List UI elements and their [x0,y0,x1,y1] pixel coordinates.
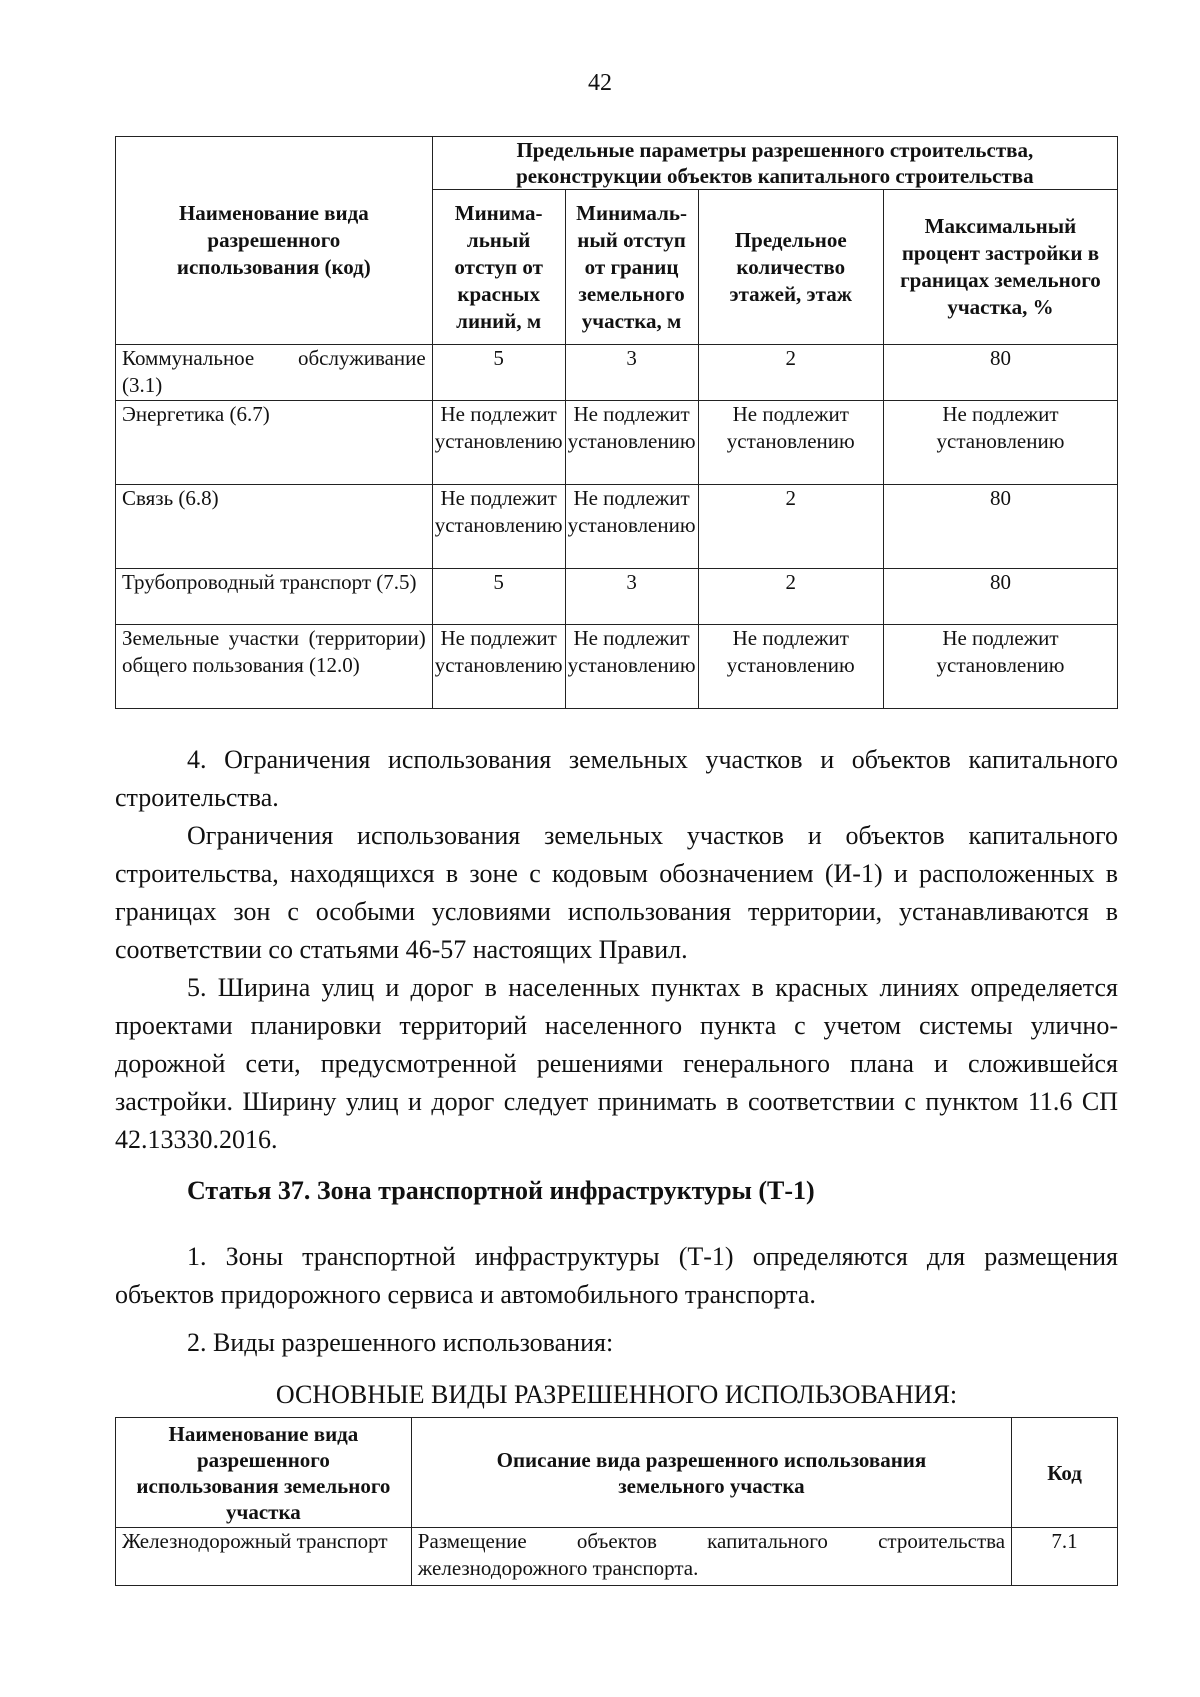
row-value: Не подлежит установлению [698,401,883,485]
row-value: 80 [883,485,1117,569]
header-floors: Предельное количество этажей, этаж [698,190,883,345]
row-name: Энергетика (6.7) [116,401,433,485]
main-uses-title: ОСНОВНЫЕ ВИДЫ РАЗРЕШЕННОГО ИСПОЛЬЗОВАНИЯ: [275,1380,958,1409]
row-value: Не подлежит установлению [565,401,698,485]
row-value: 2 [698,485,883,569]
row-name: Земельные участки (территории) общего пользования (12.0) [116,625,433,709]
article-title: Статья 37. Зона транспортной инфраструктуры (Т-1) [187,1176,815,1205]
row-name: Связь (6.8) [116,485,433,569]
permitted-uses-table [115,1417,1118,1586]
row-description: Размещение объектов капитального строительства железнодорожного транспорта. [411,1528,1011,1586]
row-value: 2 [698,569,883,625]
header-min-boundary: Минималь-ный отступ от границ земельного участка, м [565,190,698,345]
article-paragraph-2: 2. Виды разрешенного использования: [187,1328,614,1357]
paragraph-4-restrictions: Ограничения использования земельных участков и объектов капитального строительства, находящихся в зоне с кодовым обозначением (И-1) и расположенных в границах зон с особыми условиями использования территории, устанавливаются в соответствии со статьями 46-57 настоящих Правил. [115,821,1118,964]
row-value: Не подлежит установлению [698,625,883,709]
row-name: Железнодорожный транспорт [116,1528,412,1586]
header-code: Код [1012,1418,1118,1528]
row-value: 80 [883,569,1117,625]
table-row [116,625,1118,709]
row-value: Не подлежит установлению [883,401,1117,485]
row-value: Не подлежит установлению [432,625,565,709]
row-value: 80 [883,345,1117,401]
row-value: Не подлежит установлению [432,485,565,569]
page-number: 42 [588,70,612,96]
row-value: Не подлежит установлению [565,485,698,569]
row-name: Трубопроводный транспорт (7.5) [116,569,433,625]
row-value: 3 [565,569,698,625]
paragraph-4: 4. Ограничения использования земельных участков и объектов капитального строительства. [115,745,1118,812]
row-name: Коммунальное обслуживание (3.1) [116,345,433,401]
header-use-name: Наименование вида разрешенного использования земельного участка [116,1418,412,1528]
table-row [116,485,1118,569]
row-value: Не подлежит установлению [565,625,698,709]
table-row [116,345,1118,401]
row-value: 5 [432,345,565,401]
header-min-red-lines: Минима-льный отступ от красных линий, м [432,190,565,345]
row-value: Не подлежит установлению [432,401,565,485]
row-value: 5 [432,569,565,625]
header-max-percent: Максимальный процент застройки в границах земельного участка, % [883,190,1117,345]
paragraph-5: 5. Ширина улиц и дорог в населенных пунктах в красных линиях определяется проектами планировки территорий населенного пункта с учетом системы улично-дорожной сети, предусмотренной решениями генерального плана и сложившейся застройки. Ширину улиц и дорог следует принимать в соответствии с пунктом 11.6 СП 42.13330.2016. [115,973,1118,1154]
parameters-table [115,136,1118,709]
header-use-name: Наименование вида разрешенного использования (код) [116,137,433,345]
header-params-group: Предельные параметры разрешенного строительства, реконструкции объектов капитального строительства [432,137,1117,190]
table-row [116,569,1118,625]
table-row [116,401,1118,485]
header-description: Описание вида разрешенного использования земельного участка [411,1418,1011,1528]
table-row [116,1528,1118,1586]
row-value: 2 [698,345,883,401]
row-value: 3 [565,345,698,401]
article-paragraph-1: 1. Зоны транспортной инфраструктуры (Т-1) определяются для размещения объектов придорожного сервиса и автомобильного транспорта. [115,1242,1118,1309]
row-code: 7.1 [1012,1528,1118,1586]
row-value: Не подлежит установлению [883,625,1117,709]
